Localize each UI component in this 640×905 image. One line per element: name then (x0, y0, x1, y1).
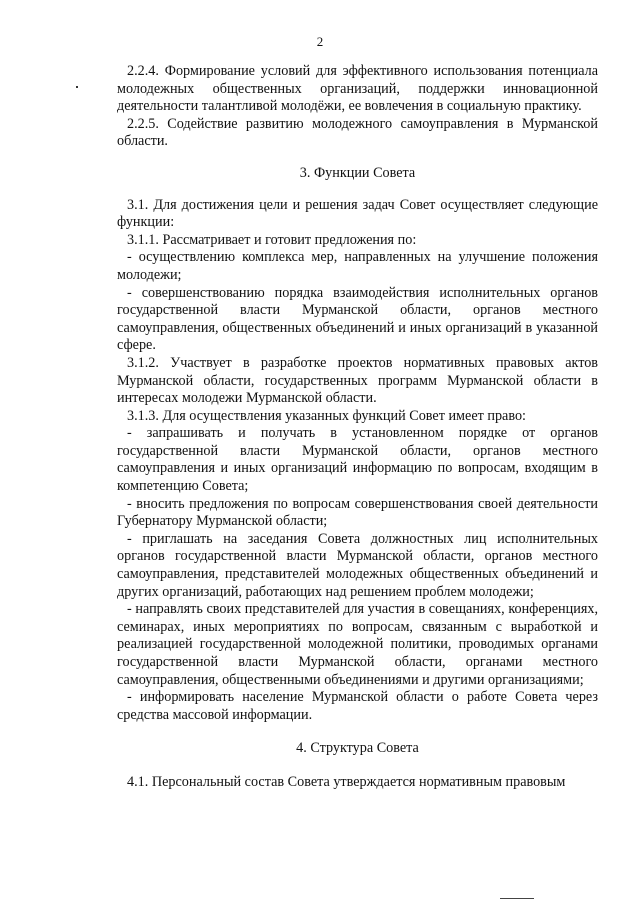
paragraph-2-2-4: 2.2.4. Формирование условий для эффективного использования потенциала молодежных общественных организаций, поддержки инновационной деятельности талантливой молодёжи, ее вовлечения в социальную практику. (117, 63, 598, 115)
list-item-3-1-1-b: - совершенствованию порядка взаимодействия исполнительных органов государственной власти Мурманской области, органов местного самоуправления, общественных объединений и иных организаций в указанной сфере. (117, 284, 598, 354)
paragraph-2-2-5: 2.2.5. Содействие развитию молодежного самоуправления в Мурманской области. (117, 115, 598, 150)
paragraph-3-1: 3.1. Для достижения цели и решения задач Совет осуществляет следующие функции: (117, 196, 598, 231)
list-item-3-1-1-a: - осуществлению комплекса мер, направленных на улучшение положения молодежи; (117, 249, 598, 283)
paragraph-3-1-1: 3.1.1. Рассматривает и готовит предложения по: (127, 231, 417, 248)
page-number: 2 (316, 34, 324, 49)
paragraph-4-1: 4.1. Персональный состав Совета утверждается нормативным правовым (127, 773, 566, 790)
list-item-3-1-3-e: - информировать население Мурманской области о работе Совета через средства массовой информации. (117, 689, 598, 723)
paragraph-3-1-2: 3.1.2. Участвует в разработке проектов нормативных правовых актов Мурманской области, государственных программ Мурманской области в интересах молодежи Мурманской области. (117, 354, 598, 407)
scan-dot (76, 86, 78, 88)
section-heading-4: 4. Структура Совета (296, 740, 419, 757)
list-item-3-1-3-d: - направлять своих представителей для участия в совещаниях, конференциях, семинарах, иных мероприятиях по вопросам, связанным с выработкой и реализацией государственной молодежной политики, проводимых органами государственной власти Мурманской области, органами местного самоуправления, общественными объединениями и другими организациями; (117, 601, 598, 688)
section-heading-3: 3. Функции Совета (299, 164, 416, 181)
list-item-3-1-3-c: - приглашать на заседания Совета должностных лиц исполнительных органов государственной власти Мурманской области, органов местного самоуправления, представителей молодежных общественных объединений и других организаций, работающих над решением проблем молодежи; (117, 530, 598, 600)
list-item-3-1-3-b: - вносить предложения по вопросам совершенствования своей деятельности Губернатору Мурманской области; (117, 495, 598, 530)
list-item-3-1-3-a: - запрашивать и получать в установленном порядке от органов государственной власти Мурманской области, органов местного самоуправления и иных организаций информацию по вопросам, входящим в компетенцию Совета; (117, 425, 598, 495)
document-body (117, 63, 598, 792)
paragraph-3-1-3: 3.1.3. Для осуществления указанных функций Совет имеет право: (127, 407, 526, 424)
footer-divider (500, 898, 534, 899)
